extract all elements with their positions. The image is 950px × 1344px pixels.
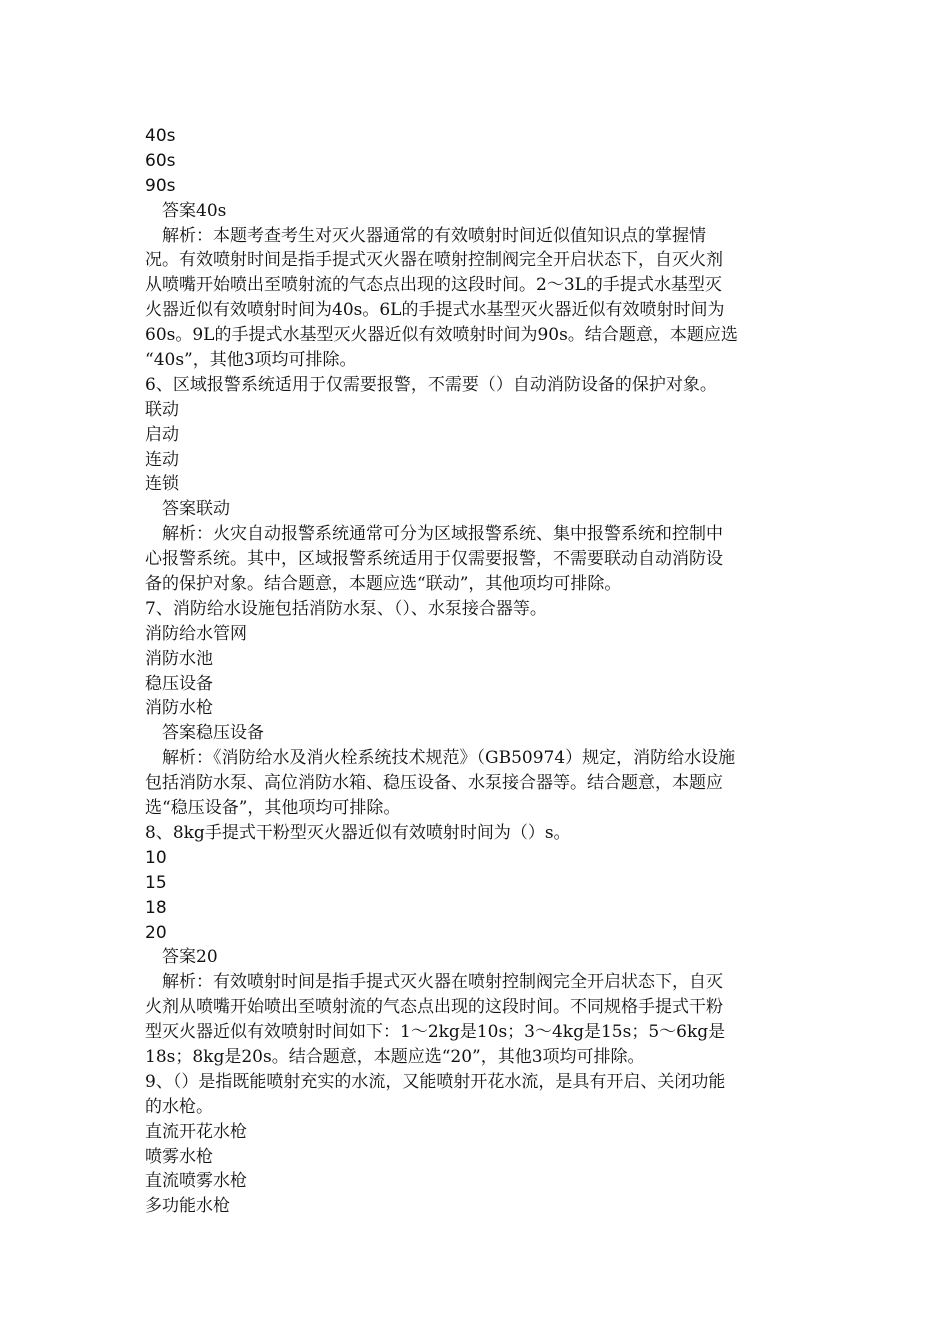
question-block [145,124,815,373]
answer-line: 答案稳压设备 [162,723,264,744]
option-line: 20 [145,922,167,943]
explanation-line: 火剂从喷嘴开始喷出至喷射流的气态点出现的这段时间。不同规格手提式干粉 [145,997,723,1018]
explanation-line: 型灭火器近似有效喷射时间如下：1～2kg是10s；3～4kg是15s；5～6kg是 [145,1022,726,1043]
explanation-line: 60s。9L的手提式水基型灭火器近似有效喷射时间为90s。结合题意，本题应选 [145,325,738,346]
answer-line: 答案40s [162,200,227,221]
explanation-line: 18s；8kg是20s。结合题意，本题应选“20”，其他3项均可排除。 [145,1046,645,1067]
document-page [145,124,815,1219]
option-line: 直流喷雾水枪 [145,1171,247,1192]
question-line: 的水枪。 [145,1096,213,1117]
question-line: 7、消防给水设施包括消防水泵、（）、水泵接合器等。 [145,598,547,619]
option-line: 消防给水管网 [145,623,247,644]
option-line: 40s [145,126,176,146]
answer-line: 答案联动 [162,499,230,520]
explanation-line: 包括消防水泵、高位消防水箱、稳压设备、水泵接合器等。结合题意，本题应 [145,773,723,794]
question-block [145,597,815,821]
explanation-line: 备的保护对象。结合题意，本题应选“联动”，其他项均可排除。 [145,574,622,595]
option-line: 10 [145,847,167,868]
explanation-line: 解析：《消防给水及消火栓系统技术规范》（GB50974）规定，消防给水设施 [162,748,736,769]
option-line: 多功能水枪 [145,1196,230,1217]
explanation-line: 解析：火灾自动报警系统通常可分为区域报警系统、集中报警系统和控制中 [162,524,723,545]
option-line: 消防水枪 [145,698,213,719]
option-line: 15 [145,872,167,893]
option-line: 启动 [145,424,179,445]
question-block [145,1070,815,1219]
option-line: 18 [145,897,167,918]
explanation-line: 火器近似有效喷射时间为40s。6L的手提式水基型灭火器近似有效喷射时间为 [145,300,725,321]
explanation-line: 解析：本题考查考生对灭火器通常的有效喷射时间近似值知识点的掌握情 [162,225,706,246]
question-line: 6、区域报警系统适用于仅需要报警，不需要（）自动消防设备的保护对象。 [145,374,717,395]
option-line: 60s [145,150,176,171]
explanation-line: 况。有效喷射时间是指手提式灭火器在喷射控制阀完全开启状态下，自灭火剂 [145,250,723,271]
option-line: 90s [145,175,176,196]
option-line: 稳压设备 [145,673,213,694]
option-line: 喷雾水枪 [145,1146,213,1167]
question-line: 8、8kg手提式干粉型灭火器近似有效喷射时间为（）s。 [145,822,571,843]
explanation-line: 从喷嘴开始喷出至喷射流的气态点出现的这段时间。2～3L的手提式水基型灭 [145,275,722,296]
answer-line: 答案20 [162,947,218,968]
explanation-line: 选“稳压设备”，其他项均可排除。 [145,798,401,819]
option-line: 连动 [145,449,179,470]
question-line: 9、（）是指既能喷射充实的水流，又能喷射开花水流，是具有开启、关闭功能 [145,1071,726,1092]
explanation-line: 心报警系统。其中，区域报警系统适用于仅需要报警，不需要联动自动消防设 [145,549,723,570]
option-line: 直流开花水枪 [145,1121,247,1142]
explanation-line: 解析：有效喷射时间是指手提式灭火器在喷射控制阀完全开启状态下，自灭 [162,972,723,993]
question-block [145,373,815,597]
question-block [145,821,815,1070]
option-line: 消防水池 [145,648,213,669]
explanation-line: “40s”，其他3项均可排除。 [145,350,357,371]
option-line: 联动 [145,399,179,420]
option-line: 连锁 [145,474,179,495]
